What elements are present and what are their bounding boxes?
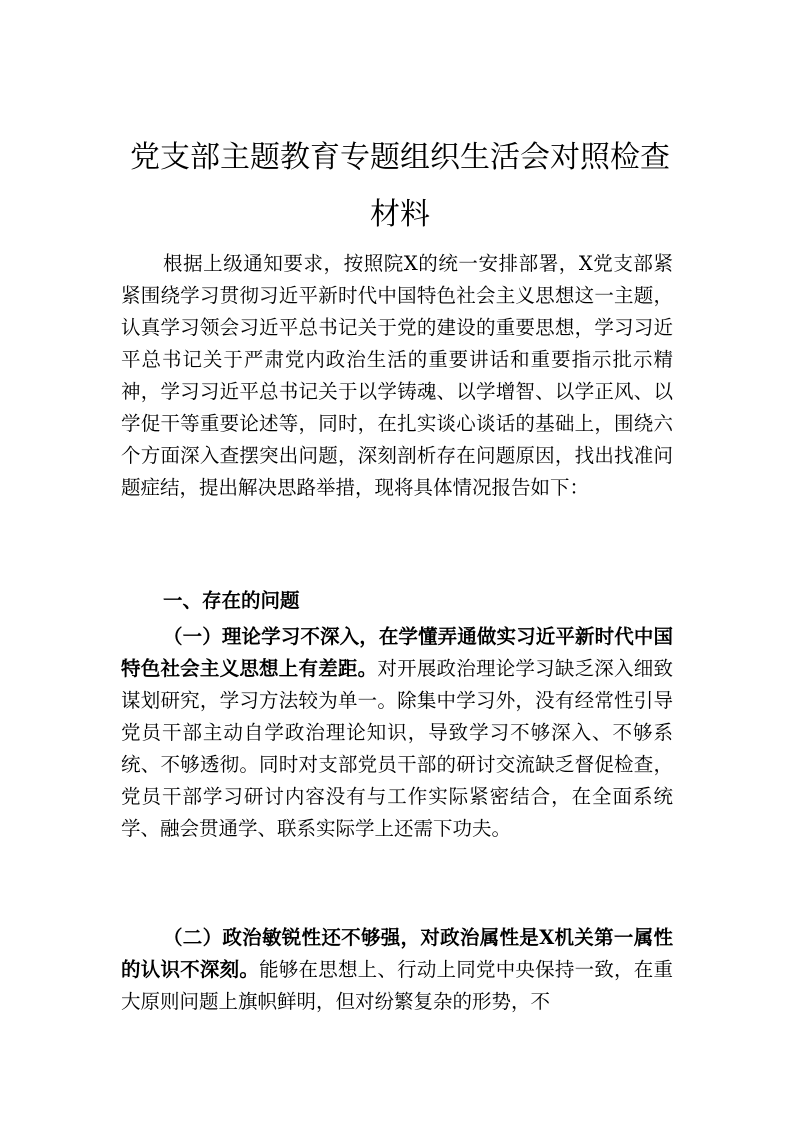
section-heading-problems: 一、存在的问题 (163, 589, 300, 612)
problem-item-1 (121, 621, 673, 845)
intro-paragraph: 根据上级通知要求，按照院X的统一安排部署，X党支部紧紧围绕学习贯彻习近平新时代中国特色社会主义思想这一主题，认真学习领会习近平总书记关于党的建设的重要思想，学习习近平总书记关于严肃党内政治生活的重要讲话和重要指示批示精神，学习习近平总书记关于以学铸魂、以学增智、以学正风、以学促干等重要论述等，同时，在扎实谈心谈话的基础上，围绕六个方面深入查摆突出问题，深刻剖析存在问题原因，找出找准问题症结，提出解决思路举措，现将具体情况报告如下： (121, 252, 673, 499)
problem-item-2 (121, 922, 673, 1018)
document-title-line-2: 材料 (370, 197, 430, 232)
problem-item-1-heading: （一）理论学习不深入，在学懂弄通做实习近平新时代中国特色社会主义思想上有差距。 (121, 625, 673, 680)
problem-item-2-heading: （二）政治敏锐性还不够强，对政治属性是X机关第一属性的认识不深刻。 (121, 926, 673, 981)
problem-item-2-body: 能够在思想上、行动上同党中央保持一致，在重大原则问题上旗帜鲜明，但对纷繁复杂的形势，不 (121, 958, 673, 1013)
document-title-line-1: 党支部主题教育专题组织生活会对照检查 (130, 140, 670, 175)
problem-item-1-body: 对开展政治理论学习缺乏深入细致谋划研究，学习方法较为单一。除集中学习外，没有经常性引导党员干部主动自学政治理论知识，导致学习不够深入、不够系统、不够透彻。同时对支部党员干部的研讨交流缺乏督促检查，党员干部学习研讨内容没有与工作实际紧密结合，在全面系统学、融会贯通学、联系实际学上还需下功夫。 (121, 657, 673, 840)
